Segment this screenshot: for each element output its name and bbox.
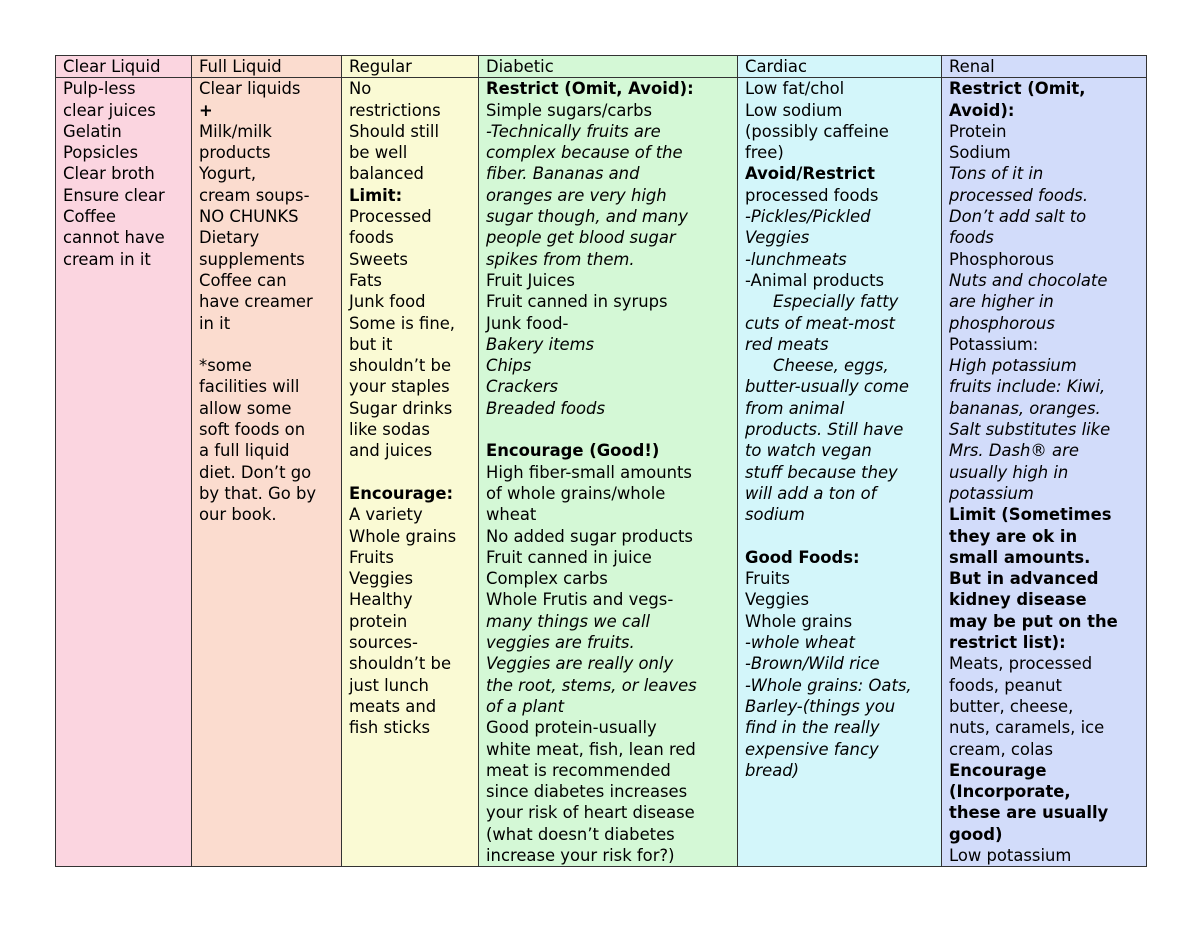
cell-line: sugar though, and many — [486, 207, 688, 227]
cell-line: Gelatin — [63, 121, 122, 141]
cell-line: shouldn’t be — [349, 654, 452, 674]
cell-line: protein — [349, 611, 408, 631]
cell-line: Fruit canned in juice — [486, 547, 652, 567]
cell-line: Sodium — [949, 143, 1011, 163]
cell-line: to watch vegan — [745, 441, 872, 461]
cell-line: fish sticks — [349, 718, 431, 738]
cell-line: in it — [199, 313, 231, 333]
cell-line: Some is fine, — [349, 313, 456, 333]
cell-line: many things we call — [486, 611, 651, 631]
cell-line: Dietary — [199, 228, 260, 248]
cell-line: Yogurt, — [199, 164, 257, 184]
cell-cardiac — [738, 78, 942, 867]
cell-line: cannot have — [63, 228, 165, 248]
cell-line: may be put on the — [949, 611, 1118, 631]
cell-line: Veggies are really only — [486, 654, 674, 674]
cell-line: Low potassium — [949, 845, 1072, 865]
cell-renal — [942, 78, 1147, 867]
cell-line: Veggies — [349, 569, 414, 589]
cell-line: Good Foods: — [745, 547, 860, 567]
cell-line: butter-usually come — [745, 377, 909, 397]
cell-line: But in advanced — [949, 569, 1099, 589]
header-renal: Renal — [942, 56, 1147, 78]
cell-line: Cheese, eggs, — [773, 356, 889, 376]
cell-line: Whole grains — [745, 611, 853, 631]
cell-line: Meats, processed — [949, 654, 1093, 674]
cell-line: foods, peanut — [949, 675, 1062, 695]
cell-line: *some — [199, 356, 252, 376]
cell-line: Nuts and chocolate — [949, 270, 1108, 290]
cell-line: Good protein-usually — [486, 718, 657, 738]
cell-line: fiber. Bananas and — [486, 164, 640, 184]
cell-line: like sodas — [349, 420, 430, 440]
cell-line: Mrs. Dash® are — [949, 441, 1079, 461]
cell-line: processed foods — [745, 185, 879, 205]
cell-line: Bakery items — [486, 334, 595, 354]
cell-line: Veggies — [745, 590, 810, 610]
cell-line: white meat, fish, lean red — [486, 739, 696, 759]
cell-line: Fats — [349, 270, 382, 290]
cell-line: cream soups- — [199, 185, 310, 205]
cell-line: processed foods. — [949, 185, 1089, 205]
header-row — [56, 56, 1147, 78]
cell-line: soft foods on — [199, 420, 306, 440]
cell-line: from animal — [745, 398, 845, 418]
cell-line: phosphorous — [949, 313, 1055, 333]
cell-line: increase your risk for?) — [486, 845, 675, 865]
cell-line: + — [199, 100, 213, 120]
cell-line: free) — [745, 143, 784, 163]
cell-line: supplements — [199, 249, 305, 269]
cell-line: High fiber-small amounts — [486, 462, 692, 482]
cell-line — [486, 419, 730, 440]
header-diabetic: Diabetic — [479, 56, 738, 78]
cell-line: -Animal products — [745, 270, 885, 290]
cell-line: restrict list): — [949, 633, 1066, 653]
cell-diabetic — [479, 78, 738, 867]
cell-line: -Whole grains: Oats, — [745, 675, 912, 695]
header-regular: Regular — [342, 56, 479, 78]
cell-line: A variety — [349, 505, 423, 525]
cell-line: stuff because they — [745, 462, 898, 482]
cell-line: sodium — [745, 505, 805, 525]
cell-line: Protein — [949, 121, 1007, 141]
cell-line: No added sugar products — [486, 526, 693, 546]
cell-line: Fruit Juices — [486, 270, 575, 290]
cell-line: Restrict (Omit, — [949, 79, 1086, 99]
cell-line: wheat — [486, 505, 537, 525]
cell-line: -whole wheat — [745, 633, 855, 653]
cell-line: -Pickles/Pickled — [745, 207, 871, 227]
cell-line: (Incorporate, — [949, 782, 1071, 802]
cell-line: products. Still have — [745, 420, 904, 440]
cell-line: Sugar drinks — [349, 398, 453, 418]
cell-line: Limit (Sometimes — [949, 505, 1112, 525]
cell-line: Breaded foods — [486, 398, 605, 418]
cell-line: NO CHUNKS — [199, 207, 299, 227]
cell-line: of a plant — [486, 696, 565, 716]
cell-line: have creamer — [199, 292, 313, 312]
cell-line: Chips — [486, 356, 532, 376]
cell-line: expensive fancy — [745, 739, 879, 759]
cell-line: No — [349, 79, 372, 99]
cell-line: Simple sugars/carbs — [486, 100, 653, 120]
cell-line: clear juices — [63, 100, 156, 120]
cell-line: these are usually — [949, 803, 1109, 823]
cell-line: Popsicles — [63, 143, 139, 163]
cell-line: foods — [349, 228, 394, 248]
cell-line: your risk of heart disease — [486, 803, 695, 823]
cell-line: Fruit canned in syrups — [486, 292, 668, 312]
cell-line: and juices — [349, 441, 433, 461]
diet-comparison-table — [55, 55, 1147, 867]
cell-line: -Brown/Wild rice — [745, 654, 880, 674]
cell-line: Encourage — [949, 760, 1047, 780]
cell-line: Avoid): — [949, 100, 1015, 120]
cell-line: Especially fatty — [773, 292, 899, 312]
cell-line: Low fat/chol — [745, 79, 845, 99]
cell-line: fruits include: Kiwi, — [949, 377, 1106, 397]
cell-line: oranges are very high — [486, 185, 667, 205]
cell-line: just lunch — [349, 675, 429, 695]
cell-line: Healthy — [349, 590, 413, 610]
cell-line: veggies are fruits. — [486, 633, 635, 653]
cell-line: complex because of the — [486, 143, 683, 163]
cell-line: small amounts. — [949, 547, 1091, 567]
header-cardiac: Cardiac — [738, 56, 942, 78]
cell-line: Barley-(things you — [745, 696, 896, 716]
cell-line: bananas, oranges. — [949, 398, 1101, 418]
cell-line: Coffee can — [199, 270, 287, 290]
cell-line: Coffee — [63, 207, 116, 227]
cell-line: Tons of it in — [949, 164, 1044, 184]
cell-line: shouldn’t be — [349, 356, 452, 376]
header-full-liquid: Full Liquid — [192, 56, 342, 78]
cell-line: Ensure clear — [63, 185, 165, 205]
cell-line: cuts of meat-most — [745, 313, 895, 333]
cell-line: our book. — [199, 505, 277, 525]
cell-line: nuts, caramels, ice — [949, 718, 1105, 738]
cell-line: Limit: — [349, 185, 403, 205]
cell-line: diet. Don’t go — [199, 462, 312, 482]
cell-line — [199, 334, 334, 355]
cell-line: balanced — [349, 164, 424, 184]
cell-line: usually high in — [949, 462, 1069, 482]
cell-line: Sweets — [349, 249, 408, 269]
cell-line: -lunchmeats — [745, 249, 847, 269]
cell-line: foods — [949, 228, 994, 248]
cell-line: Crackers — [486, 377, 559, 397]
cell-line: (possibly caffeine — [745, 121, 889, 141]
cell-line: cream in it — [63, 249, 151, 269]
cell-line: a full liquid — [199, 441, 290, 461]
cell-line: Salt substitutes like — [949, 420, 1111, 440]
cell-line: cream, colas — [949, 739, 1054, 759]
cell-line — [349, 462, 471, 483]
cell-line: allow some — [199, 398, 292, 418]
cell-line: Encourage (Good!) — [486, 441, 660, 461]
cell-line: the root, stems, or leaves — [486, 675, 697, 695]
cell-line: bread) — [745, 760, 800, 780]
cell-line: Veggies — [745, 228, 810, 248]
cell-line: Should still — [349, 121, 440, 141]
cell-line: since diabetes increases — [486, 782, 688, 802]
cell-line: butter, cheese, — [949, 696, 1074, 716]
cell-line: Don’t add salt to — [949, 207, 1087, 227]
cell-line: Whole Frutis and vegs- — [486, 590, 674, 610]
cell-line: Restrict (Omit, Avoid): — [486, 79, 694, 99]
cell-full-liquid — [192, 78, 342, 867]
cell-line: by that. Go by — [199, 483, 317, 503]
cell-line: your staples — [349, 377, 450, 397]
cell-line: find in the really — [745, 718, 880, 738]
cell-line: sources- — [349, 633, 418, 653]
cell-clear-liquid — [56, 78, 192, 867]
cell-line: products — [199, 143, 271, 163]
cell-line: Milk/milk — [199, 121, 272, 141]
cell-line: be well — [349, 143, 408, 163]
cell-line: -Technically fruits are — [486, 121, 661, 141]
cell-line: Processed — [349, 207, 432, 227]
cell-line: people get blood sugar — [486, 228, 676, 248]
cell-line: good) — [949, 824, 1003, 844]
cell-line: potassium — [949, 483, 1034, 503]
cell-line: (what doesn’t diabetes — [486, 824, 675, 844]
cell-line: Avoid/Restrict — [745, 164, 875, 184]
cell-line: spikes from them. — [486, 249, 635, 269]
cell-line — [745, 526, 934, 547]
cell-line: High potassium — [949, 356, 1077, 376]
cell-line: Clear liquids — [199, 79, 301, 99]
cell-line: Whole grains — [349, 526, 457, 546]
cell-line: kidney disease — [949, 590, 1087, 610]
cell-line: facilities will — [199, 377, 300, 397]
cell-line: Low sodium — [745, 100, 843, 120]
cell-line: meat is recommended — [486, 760, 671, 780]
cell-line: Fruits — [349, 547, 394, 567]
cell-line: they are ok in — [949, 526, 1078, 546]
cell-line: Phosphorous — [949, 249, 1054, 269]
cell-line: Potassium: — [949, 334, 1039, 354]
cell-line: will add a ton of — [745, 483, 877, 503]
cell-line: are higher in — [949, 292, 1054, 312]
cell-line: meats and — [349, 696, 437, 716]
cell-line: Junk food — [349, 292, 426, 312]
cell-regular — [342, 78, 479, 867]
cell-line: restrictions — [349, 100, 441, 120]
cell-line: Fruits — [745, 569, 790, 589]
cell-line: but it — [349, 334, 393, 354]
cell-line: Pulp-less — [63, 79, 136, 99]
cell-line: red meats — [745, 334, 829, 354]
header-clear-liquid: Clear Liquid — [56, 56, 192, 78]
cell-line: Junk food- — [486, 313, 569, 333]
cell-line: Complex carbs — [486, 569, 608, 589]
cell-line: Encourage: — [349, 483, 454, 503]
cell-line: of whole grains/whole — [486, 483, 666, 503]
content-row — [56, 78, 1147, 867]
cell-line: Clear broth — [63, 164, 155, 184]
